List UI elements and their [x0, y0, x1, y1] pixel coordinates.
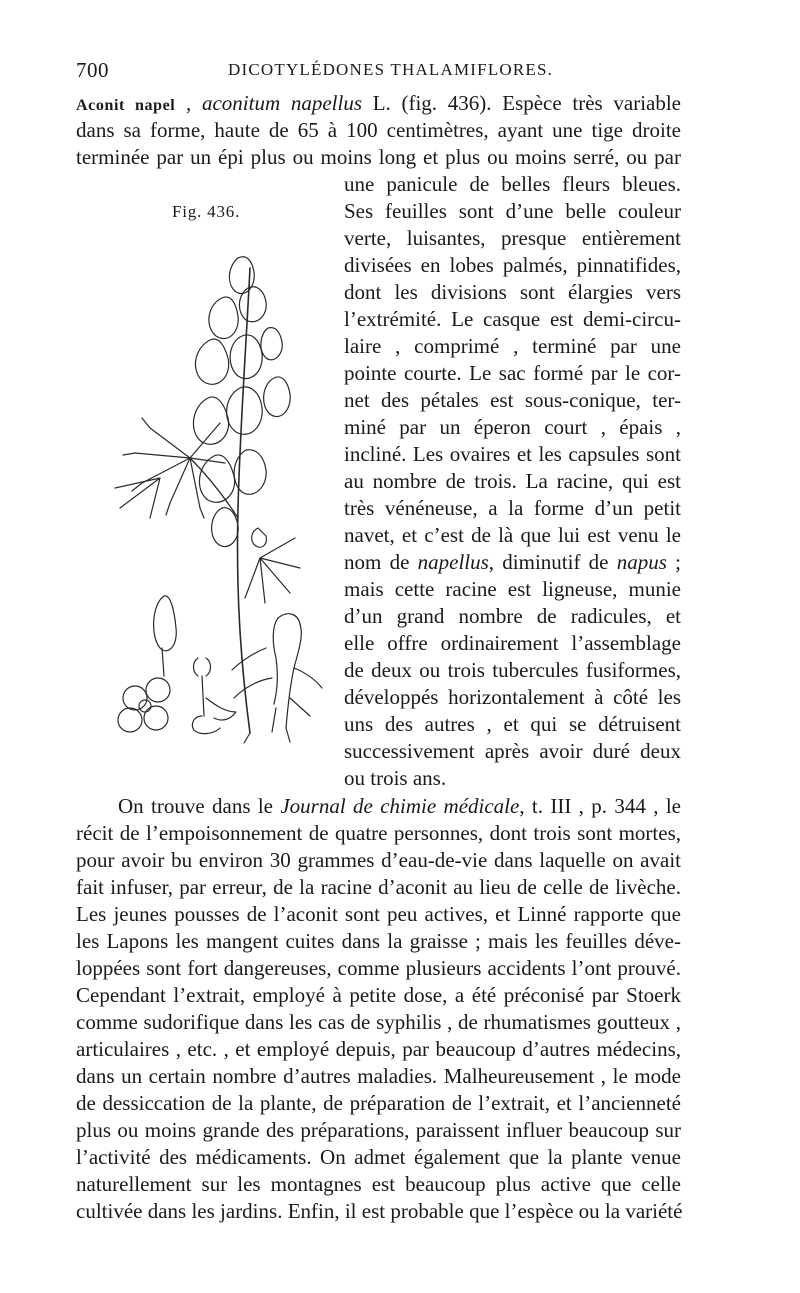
- column-line: dont les divisions sont élargies vers: [344, 280, 681, 304]
- journal-title: Journal de chimie médicale: [280, 794, 520, 818]
- napellus-line-a: nom de: [344, 550, 418, 574]
- entry-term: Aconit napel: [76, 97, 176, 114]
- text-line: Les jeunes pousses de l’aconit sont peu actives, et Linné rapporte que: [76, 902, 681, 926]
- aconite-illustration: [90, 228, 335, 758]
- text-line: plus ou moins grande des préparations, paraissent influer beaucoup sur: [76, 1118, 681, 1142]
- latin-name: aconitum napellus: [201, 91, 363, 115]
- text-line: naturellement sur les montagnes est beaucoup plus active que celle: [76, 1172, 681, 1196]
- intro-sep: ,: [175, 91, 202, 115]
- figure-label: Fig. 436.: [172, 202, 241, 221]
- text-line: comme sudorifique dans les cas de syphilis , de rhumatismes goutteux ,: [76, 1010, 681, 1034]
- column-line: développés horizontalement à côté les: [344, 685, 681, 709]
- page-number: 700: [76, 58, 109, 82]
- running-head: DICOTYLÉDONES THALAMIFLORES.: [228, 60, 554, 79]
- column-line: net des pétales est sous-conique, ter-: [344, 388, 681, 412]
- page-header: [76, 58, 681, 88]
- column-line: l’extrémité. Le casque est demi-circu-: [344, 307, 681, 331]
- napus-word: napus: [616, 550, 667, 574]
- column-line: une panicule de belles fleurs bleues.: [344, 172, 681, 196]
- text-line: de dessiccation de la plante, de préparation de l’extrait, et l’ancienneté: [76, 1091, 681, 1115]
- column-line: ou trois ans.: [344, 766, 447, 790]
- napellus-line-b: , diminutif de: [488, 550, 617, 574]
- column-line: miné par un éperon court , épais ,: [344, 415, 681, 439]
- text-line: dans sa forme, haute de 65 à 100 centimètres, ayant une tige droite: [76, 118, 681, 142]
- column-line: navet, et c’est de là que lui est venu le: [344, 523, 681, 547]
- column-line: successivement après avoir duré deux: [344, 739, 681, 763]
- text-line: l’activité des médicaments. On admet également que la plante venue: [76, 1145, 681, 1169]
- column-line: uns des autres , et qui se détruisent: [344, 712, 681, 736]
- column-line: elle offre ordinairement l’assemblage: [344, 631, 681, 655]
- napellus-word: napellus: [417, 550, 489, 574]
- napellus-line-c: ;: [666, 550, 681, 574]
- column-line: verte, luisantes, presque entièrement: [344, 226, 681, 250]
- column-line: pointe courte. Le sac formé par le cor-: [344, 361, 681, 385]
- napellus-line: [344, 549, 681, 575]
- text-line: pour avoir bu environ 30 grammes d’eau-de-vie dans laquelle on avait: [76, 848, 681, 872]
- column-line: divisées en lobes palmés, pinnatifides,: [344, 253, 681, 277]
- journal-line: [118, 793, 681, 819]
- journal-line-b: , t. III , p. 344 , le: [519, 794, 681, 818]
- text-line: dans un certain nombre d’autres maladies. Malheureusement , le mode: [76, 1064, 681, 1088]
- column-line: mais cette racine est ligneuse, munie: [344, 577, 681, 601]
- text-line: les Lapons les mangent cuites dans la graisse ; mais les feuilles déve-: [76, 929, 681, 953]
- aconite-figure: [90, 228, 335, 758]
- column-line: incliné. Les ovaires et les capsules sont: [344, 442, 681, 466]
- text-line: cultivée dans les jardins. Enfin, il est probable que l’espèce ou la variété: [76, 1199, 683, 1223]
- intro-line: [76, 90, 681, 119]
- text-line: loppées sont fort dangereuses, comme plusieurs accidents l’ont prouvé.: [76, 956, 681, 980]
- text-line: récit de l’empoisonnement de quatre personnes, dont trois sont mortes,: [76, 821, 681, 845]
- text-line: fait infuser, par erreur, de la racine d’aconit au lieu de celle de livèche.: [76, 875, 681, 899]
- column-line: au nombre de trois. La racine, qui est: [344, 469, 681, 493]
- journal-line-a: On trouve dans le: [118, 794, 281, 818]
- column-line: très vénéneuse, a la forme d’un petit: [344, 496, 681, 520]
- text-line: articulaires , etc. , et employé depuis, par beaucoup d’autres médecins,: [76, 1037, 681, 1061]
- column-line: d’un grand nombre de radicules, et: [344, 604, 681, 628]
- text-line: Cependant l’extrait, employé à petite dose, a été préconisé par Stoerk: [76, 983, 681, 1007]
- intro-rest: L. (fig. 436). Espèce très variable: [362, 91, 682, 115]
- column-line: laire , comprimé , terminé par une: [344, 334, 681, 358]
- text-line: terminée par un épi plus ou moins long et plus ou moins serré, ou par: [76, 145, 681, 169]
- column-line: Ses feuilles sont d’une belle couleur: [344, 199, 681, 223]
- column-line: de deux ou trois tubercules fusiformes,: [344, 658, 681, 682]
